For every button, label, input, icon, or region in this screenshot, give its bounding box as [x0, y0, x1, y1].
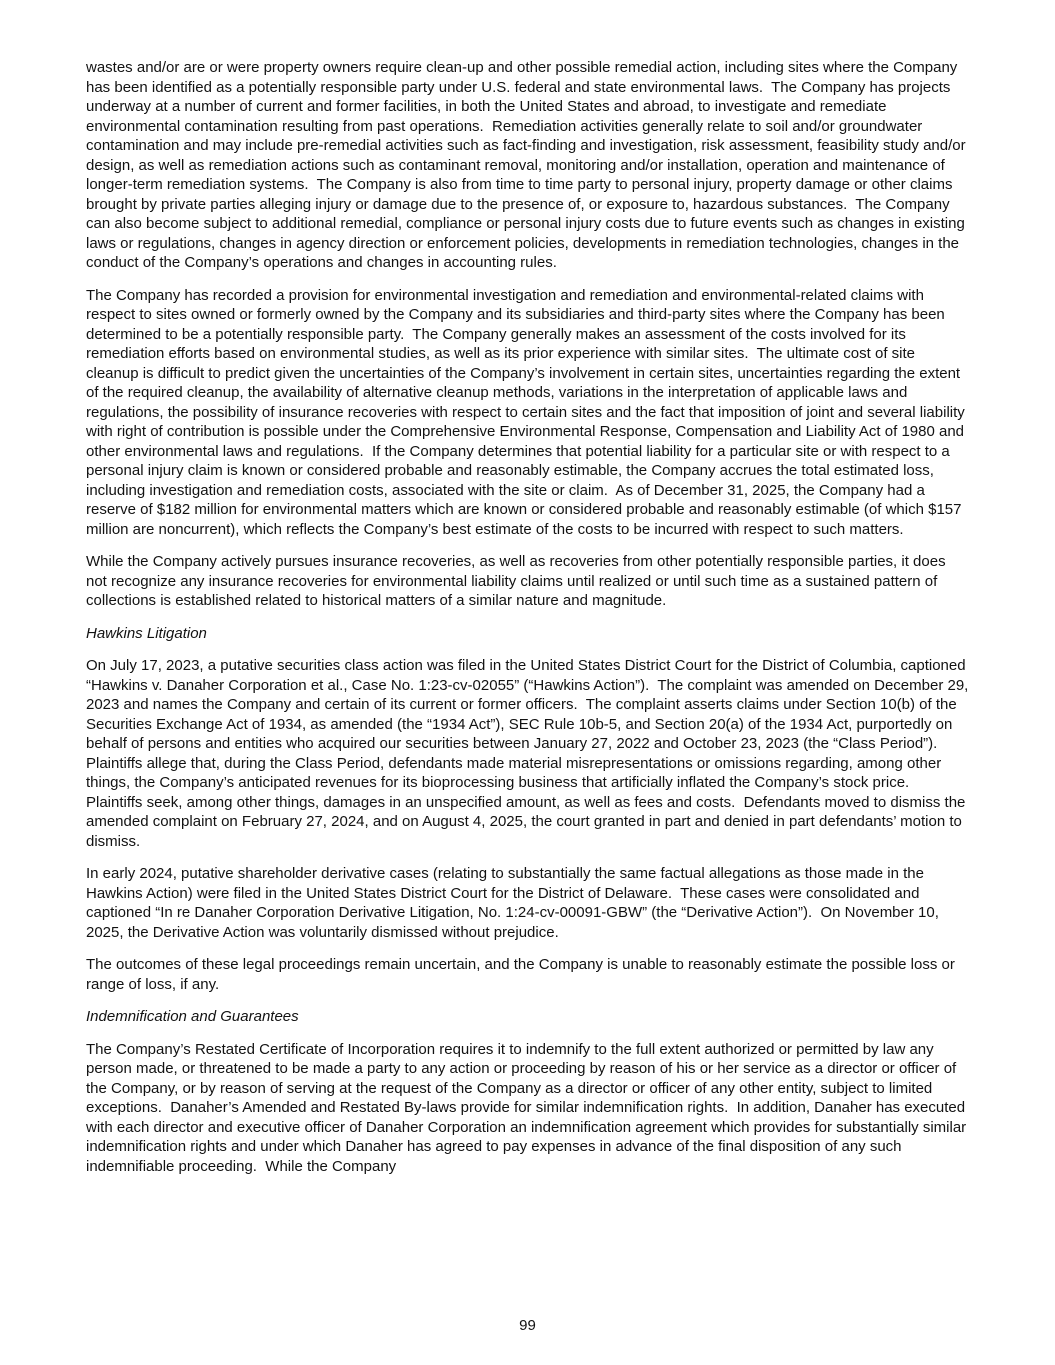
page-number: 99	[519, 1316, 536, 1334]
paragraph-indemnification: The Company’s Restated Certificate of Incorporation requires it to indemnify to the full extent authorized or permitted by law any person made, or threatened to be made a party to any action or proceeding by reason of his or her service as a director or officer of the Company, or by reason of serving at the request of the Company as a director or officer of any other entity, subject to limited exceptions. Danaher’s Amended and Restated By-laws provide for similar indemnification rights. In addition, Danaher has executed with each director and executive officer of Danaher Corporation an indemnification agreement which provides for substantially similar indemnification rights and under which Danaher has agreed to pay expenses in advance of the final disposition of any such indemnifiable proceeding. While the Company	[86, 1040, 971, 1175]
paragraph-insurance-recoveries: While the Company actively pursues insurance recoveries, as well as recoveries from other potentially responsible parties, it does not recognize any insurance recoveries for environmental liability claims until realized or until such time as a sustained pattern of collections is established related to historical matters of a similar nature and magnitude.	[86, 553, 950, 609]
heading-hawkins-litigation: Hawkins Litigation	[86, 624, 207, 642]
heading-indemnification-guarantees: Indemnification and Guarantees	[86, 1008, 299, 1025]
paragraph-hawkins-action: On July 17, 2023, a putative securities class action was filed in the United States District Court for the District of Columbia, captioned “Hawkins v. Danaher Corporation et al., Case No. 1:23-cv-02055” (“Hawkins Action”). The complaint was amended on December 29, 2023 and names the Company and certain of its current or former officers. The complaint asserts claims under Section 10(b) of the Securities Exchange Act of 1934, as amended (the “1934 Act”), SEC Rule 10b-5, and Section 20(a) of the 1934 Act, purportedly on behalf of persons and entities who acquired our securities between January 27, 2022 and October 23, 2023 (the “Class Period”). Plaintiffs allege that, during the Class Period, defendants made material misrepresentations or omissions regarding, among other things, the Company’s anticipated revenues for its bioprocessing business that artificially inflated the Company’s stock price. Plaintiffs seek, among other things, damages in an unspecified amount, as well as fees and costs. Defendants moved to dismiss the amended complaint on February 27, 2024, and on August 4, 2025, the court granted in part and denied in part defendants’ motion to dismiss.	[86, 657, 973, 850]
paragraph-legal-outcomes: The outcomes of these legal proceedings remain uncertain, and the Company is unable to reasonably estimate the possible loss or range of loss, if any.	[86, 956, 960, 993]
paragraph-environmental-provision: The Company has recorded a provision for environmental investigation and remediation and environmental-related claims with respect to sites owned or formerly owned by the Company and its subsidiaries and third-party sites where the Company has been determined to be a potentially responsible party. The Company generally makes an assessment of the costs involved for its remediation efforts based on environmental studies, as well as its prior experience with similar sites. The ultimate cost of site cleanup is difficult to predict given the uncertainties of the Company’s involvement in certain sites, uncertainties regarding the extent of the required cleanup, the availability of alternative cleanup methods, variations in the interpretation of applicable laws and regulations, the possibility of insurance recoveries with respect to certain sites and the fact that imposition of joint and several liability with right of contribution is possible under the Comprehensive Environmental Response, Compensation and Liability Act of 1980 and other environmental laws and regulations. If the Company determines that potential liability for a particular site or with respect to a personal injury claim is known or considered probable and reasonably estimable, the Company accrues the total estimated loss, including investigation and remediation costs, associated with the site or claim. As of December 31, 2025, the Company had a reserve of $182 million for environmental matters which are known or considered probable and reasonably estimable (of which $157 million are noncurrent), which reflects the Company’s best estimate of the costs to be incurred with respect to such matters.	[86, 286, 969, 538]
paragraph-derivative-action: In early 2024, putative shareholder derivative cases (relating to substantially the same factual allegations as those made in the Hawkins Action) were filed in the United States District Court for the District of Delaware. These cases were consolidated and captioned “In re Danaher Corporation Derivative Litigation, No. 1:24-cv-00091-GBW” (the “Derivative Action”). On November 10, 2025, the Derivative Action was voluntarily dismissed without prejudice.	[86, 865, 944, 941]
paragraph-environmental-continuation: wastes and/or are or were property owners require clean-up and other possible remedial action, including sites where the Company has been identified as a potentially responsible party under U.S. federal and state environmental laws. The Company has projects underway at a number of current and former facilities, in both the United States and abroad, to investigate and remediate environmental contamination resulting from past operations. Remediation activities generally relate to soil and/or groundwater contamination and may include pre-remedial activities such as fact-finding and investigation, risk assessment, feasibility study and/or design, as well as remediation actions such as contaminant removal, monitoring and/or installation, operation and maintenance of longer-term remediation systems. The Company is also from time to time party to personal injury, property damage or other claims brought by private parties alleging injury or damage due to the presence of, or exposure to, hazardous substances. The Company can also become subject to additional remedial, compliance or personal injury costs due to future events such as changes in existing laws or regulations, changes in agency direction or enforcement policies, developments in remediation technologies, changes in the conduct of the Company’s operations and changes in accounting rules.	[86, 59, 970, 271]
